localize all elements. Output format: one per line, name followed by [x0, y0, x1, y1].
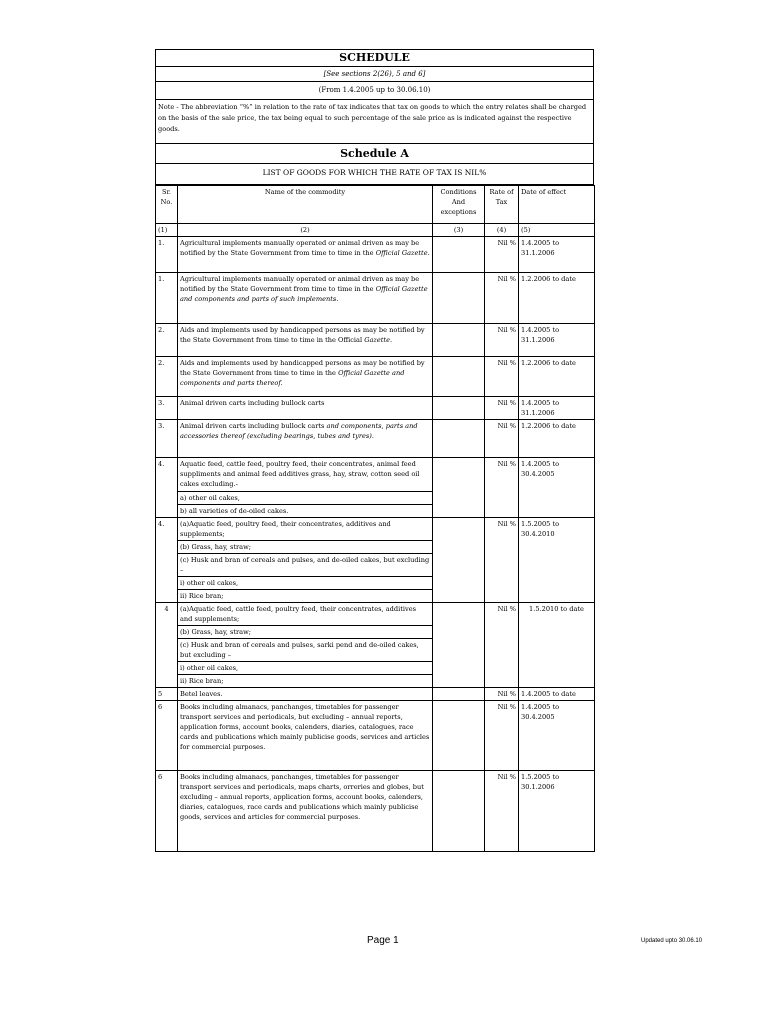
list-title: LIST OF GOODS FOR WHICH THE RATE OF TAX IS NIL% — [155, 163, 594, 185]
row-conditions — [433, 237, 485, 273]
row-commodity: i) other oil cakes, — [178, 577, 433, 590]
table-row — [156, 324, 595, 357]
row-conditions — [433, 688, 485, 701]
row-commodity: (b) Grass, hay, straw; — [178, 541, 433, 554]
row-date: 1.4.2005 to 30.4.2005 — [519, 701, 595, 771]
row-commodity — [178, 420, 433, 458]
row-rate: Nil % — [485, 518, 519, 603]
commodity-text: Aids and implements used by handicapped persons as may be notified by the State Government from time to time in the — [180, 359, 425, 377]
table-row — [156, 603, 595, 626]
col-header-conditions: Conditions And exceptions — [433, 186, 485, 224]
col-number: (2) — [178, 224, 433, 237]
row-conditions — [433, 357, 485, 397]
row-commodity: (a)Aquatic feed, cattle feed, poultry feed, their concentrates, additives and supplements; — [178, 603, 433, 626]
col-header-date: Date of effect — [519, 186, 595, 224]
row-commodity: Books including almanacs, panchanges, timetables for passenger transport services and periodicals, maps charts, orreries and globes, but excluding – annual reports, application forms, account books, calenders, diaries, catalogues, race cards and publications which mainly publicise goods, services and articles for commercial purposes. — [178, 771, 433, 852]
row-sr: 6 — [156, 771, 178, 852]
row-commodity — [178, 237, 433, 273]
updated-note: Updated upto 30.06.10 — [641, 938, 703, 944]
row-sr: 2. — [156, 324, 178, 357]
row-commodity: (b) Grass, hay, straw; — [178, 626, 433, 639]
commodity-table — [155, 185, 595, 852]
row-sr: 4. — [156, 518, 178, 603]
schedule-sheet — [155, 49, 594, 852]
commodity-text: Animal driven carts including bullock carts — [180, 422, 325, 430]
row-commodity: (c) Husk and bran of cereals and pulses, and de-oiled cakes, but excluding – — [178, 554, 433, 577]
table-row — [156, 701, 595, 771]
table-row — [156, 357, 595, 397]
row-conditions — [433, 324, 485, 357]
row-commodity: Books including almanacs, panchanges, timetables for passenger transport services and periodicals, but excluding – annual reports, application forms, account books, calenders, diaries, catalogues, race cards and publications which mainly publicise goods, services and articles for commercial purposes. — [178, 701, 433, 771]
row-date: 1.5.2010 to date — [519, 603, 595, 688]
row-commodity: a) other oil cakes, — [178, 492, 433, 505]
col-number: (5) — [519, 224, 595, 237]
row-sr: 3. — [156, 420, 178, 458]
row-conditions — [433, 458, 485, 518]
row-commodity: i) other oil cakes, — [178, 662, 433, 675]
col-number: (3) — [433, 224, 485, 237]
row-conditions — [433, 771, 485, 852]
row-conditions — [433, 420, 485, 458]
col-number: (1) — [156, 224, 178, 237]
row-rate: Nil % — [485, 237, 519, 273]
row-date: 1.4.2005 to date — [519, 688, 595, 701]
column-header-row — [156, 186, 595, 224]
row-conditions — [433, 273, 485, 324]
page-number: Page 1 — [367, 935, 399, 946]
row-rate: Nil % — [485, 771, 519, 852]
row-conditions — [433, 603, 485, 688]
row-commodity: Betel leaves. — [178, 688, 433, 701]
row-rate: Nil % — [485, 324, 519, 357]
row-rate: Nil % — [485, 420, 519, 458]
row-sr: 2. — [156, 357, 178, 397]
row-commodity: ii) Rice bran; — [178, 675, 433, 688]
row-conditions — [433, 518, 485, 603]
row-commodity — [178, 324, 433, 357]
commodity-text: Aids and implements used by handicapped persons as may be notified by the State Government from time to time in the Official — [180, 326, 425, 344]
row-sr: 4. — [156, 458, 178, 518]
row-commodity: Animal driven carts including bullock carts — [178, 397, 433, 420]
col-header-commodity: Name of the commodity — [178, 186, 433, 224]
row-rate: Nil % — [485, 397, 519, 420]
table-row — [156, 458, 595, 492]
row-sr: 4 — [156, 603, 178, 688]
row-date: 1.2.2006 to date — [519, 357, 595, 397]
commodity-text: Agricultural implements manually operated or animal driven as may be notified by the State Government from time to time in the — [180, 239, 420, 257]
row-date: 1.4.2005 to 30.4.2005 — [519, 458, 595, 518]
row-date: 1.4.2005 to 31.1.2006 — [519, 324, 595, 357]
col-number: (4) — [485, 224, 519, 237]
row-date: 1.2.2006 to date — [519, 273, 595, 324]
row-sr: 3. — [156, 397, 178, 420]
row-commodity — [178, 357, 433, 397]
col-header-sr: Sr. No. — [156, 186, 178, 224]
col-header-rate: Rate of Tax — [485, 186, 519, 224]
row-rate: Nil % — [485, 357, 519, 397]
row-commodity: ii) Rice bran; — [178, 590, 433, 603]
table-row — [156, 397, 595, 420]
row-date: 1.4.2005 to 31.1.2006 — [519, 237, 595, 273]
column-number-row — [156, 224, 595, 237]
commodity-text: Official Gazette. — [375, 249, 430, 257]
row-sr: 5 — [156, 688, 178, 701]
table-row — [156, 420, 595, 458]
table-row — [156, 273, 595, 324]
row-sr: 1. — [156, 237, 178, 273]
row-conditions — [433, 701, 485, 771]
commodity-text: Gazette. — [364, 336, 393, 344]
schedule-a-heading: Schedule A — [155, 143, 594, 163]
row-rate: Nil % — [485, 701, 519, 771]
row-rate: Nil % — [485, 273, 519, 324]
row-rate: Nil % — [485, 688, 519, 701]
table-row — [156, 518, 595, 541]
table-row — [156, 771, 595, 852]
row-commodity: (a)Aquatic feed, poultry feed, their concentrates, additives and supplements; — [178, 518, 433, 541]
row-commodity — [178, 273, 433, 324]
row-conditions — [433, 397, 485, 420]
period-line: (From 1.4.2005 up to 30.06.10) — [155, 81, 594, 99]
row-date: 1.5.2005 to 30.1.2006 — [519, 771, 595, 852]
row-date: 1.4.2005 to 31.1.2006 — [519, 397, 595, 420]
row-rate: Nil % — [485, 458, 519, 518]
row-date: 1.2.2006 to date — [519, 420, 595, 458]
commodity-text: Agricultural implements manually operated or animal driven as may be notified by the State Government from time to time in the — [180, 275, 420, 293]
row-commodity: Aquatic feed, cattle feed, poultry feed, their concentrates, animal feed suppliments and animal feed additives grass, hay, straw, cotton seed oil cakes excluding.- — [178, 458, 433, 492]
abbreviation-note: Note - The abbreviation “%” in relation to the rate of tax indicates that tax on goods to which the entry relates shall be charged on the basis of the sale price, the tax being equal to such percentage of the sale price as is indicated against the respective goods. — [155, 99, 594, 143]
commodity-text: Official Gazette and components and parts of such implements. — [180, 285, 428, 303]
row-commodity: b) all varieties of de-oiled cakes. — [178, 505, 433, 518]
sections-reference: [See sections 2(26), 5 and 6] — [155, 66, 594, 81]
table-row — [156, 688, 595, 701]
table-row — [156, 237, 595, 273]
row-date: 1.5.2005 to 30.4.2010 — [519, 518, 595, 603]
row-commodity: (c) Husk and bran of cereals and pulses, sarki pend and de-oiled cakes, but excluding – — [178, 639, 433, 662]
row-sr: 6 — [156, 701, 178, 771]
commodity-text: and components, parts and accessories thereof (excluding bearings, tubes and tyres). — [180, 422, 418, 440]
row-rate: Nil % — [485, 603, 519, 688]
schedule-title: SCHEDULE — [155, 49, 594, 66]
row-sr: 1. — [156, 273, 178, 324]
commodity-text: Official Gazette and components and parts thereof. — [180, 369, 405, 387]
